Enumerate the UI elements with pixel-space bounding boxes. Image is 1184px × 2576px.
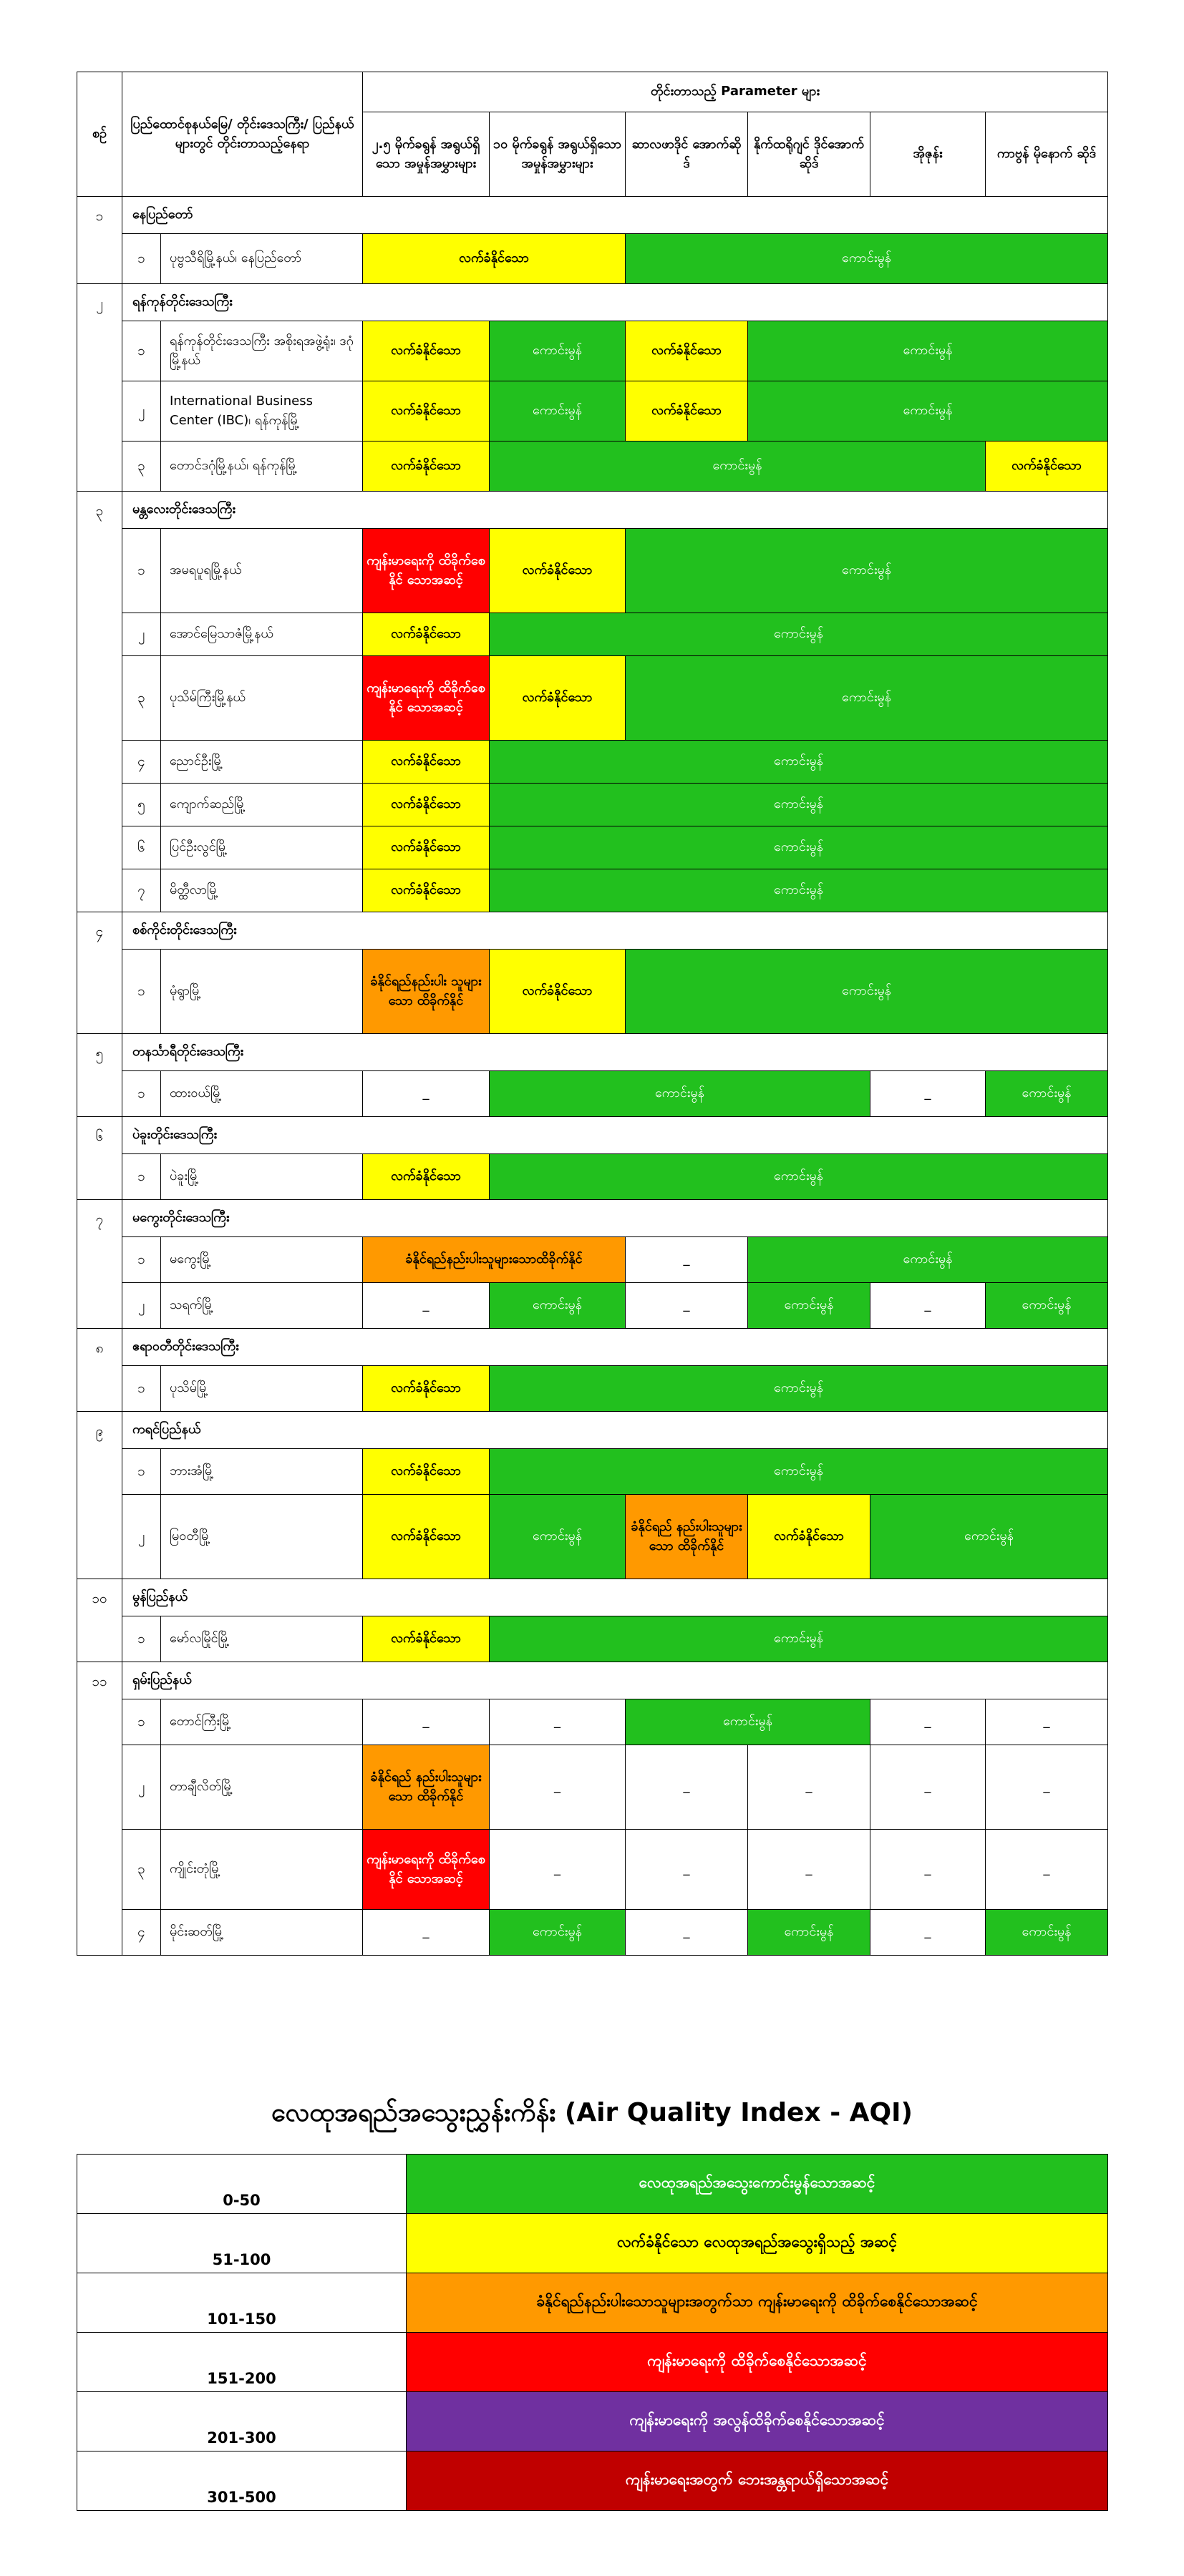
- status-good: ကောင်းမွန်: [748, 1237, 1108, 1283]
- region-name: ဧရာဝတီတိုင်းဒေသကြီး: [122, 1329, 1108, 1366]
- aqi-range: 301-500: [77, 2451, 407, 2511]
- aqi-description: ကျန်းမာရေးကို အလွန်ထိခိုက်စေနိုင်သောအဆင့်: [407, 2392, 1108, 2451]
- location-number: ၂: [122, 1283, 161, 1329]
- region-name: ပဲခူးတိုင်းဒေသကြီး: [122, 1117, 1108, 1154]
- status-no-data: _: [986, 1830, 1108, 1910]
- status-moderate: လက်ခံနိုင်သော: [363, 741, 490, 784]
- region-number: ၁၀: [77, 1579, 122, 1662]
- region-number: ၁: [77, 197, 122, 284]
- status-good: ကောင်းမွန်: [490, 1154, 1108, 1200]
- header-param-co: ကာဗွန် မိုနောက် ဆိုဒ်: [986, 112, 1108, 197]
- region-name: ရန်ကုန်တိုင်းဒေသကြီး: [122, 284, 1108, 321]
- table-row: [77, 1699, 1108, 1745]
- region-number: ၈: [77, 1329, 122, 1412]
- status-moderate: လက်ခံနိုင်သော: [363, 1449, 490, 1495]
- status-no-data: _: [626, 1237, 748, 1283]
- status-moderate: လက်ခံနိုင်သော: [626, 381, 748, 441]
- location-name: မိုင်းဆတ်မြို့: [161, 1910, 363, 1956]
- region-number: ၃: [77, 492, 122, 912]
- table-row: [77, 381, 1108, 441]
- location-number: ၁: [122, 1616, 161, 1662]
- status-good: ကောင်းမွန်: [490, 381, 626, 441]
- status-no-data: _: [626, 1745, 748, 1830]
- location-number: ၁: [122, 529, 161, 613]
- status-no-data: _: [490, 1830, 626, 1910]
- header-location: ပြည်ထောင်စုနယ်မြေ/ တိုင်းဒေသကြီး/ ပြည်နယ်များတွင် တိုင်းတာသည့်နေရာ: [122, 72, 363, 197]
- location-name: ကျောက်ဆည်မြို့: [161, 784, 363, 826]
- status-no-data: _: [870, 1071, 986, 1117]
- status-good: ကောင်းမွန်: [490, 826, 1108, 869]
- location-name: International Business Center (IBC)၊ ရန်ကုန်မြို့: [161, 381, 363, 441]
- status-moderate: လက်ခံနိုင်သော: [363, 441, 490, 492]
- aqi-description: လက်ခံနိုင်သော လေထုအရည်အသွေးရှိသည့် အဆင့်: [407, 2214, 1108, 2273]
- location-number: ၂: [122, 1495, 161, 1579]
- status-good: ကောင်းမွန်: [490, 784, 1108, 826]
- status-no-data: _: [626, 1283, 748, 1329]
- location-name: ပြင်ဦးလွင်မြို့: [161, 826, 363, 869]
- location-number: ၁: [122, 950, 161, 1034]
- location-name: ပုဗ္ဗသီရိမြို့နယ်၊ နေပြည်တော်: [161, 234, 363, 284]
- table-row: [77, 1830, 1108, 1910]
- location-number: ၆: [122, 826, 161, 869]
- status-moderate: လက်ခံနိုင်သော: [363, 869, 490, 912]
- status-moderate: လက်ခံနိုင်သော: [363, 1495, 490, 1579]
- location-number: ၄: [122, 741, 161, 784]
- location-name: တာချီလိတ်မြို့: [161, 1745, 363, 1830]
- table-row: [77, 656, 1108, 741]
- status-unhealthy: ကျန်းမာရေးကို ထိခိုက်စေနိုင် သောအဆင့်: [363, 1830, 490, 1910]
- location-number: ၁: [122, 1699, 161, 1745]
- status-good: ကောင်းမွန်: [490, 1616, 1108, 1662]
- status-no-data: _: [363, 1071, 490, 1117]
- status-no-data: _: [363, 1283, 490, 1329]
- location-number: ၁: [122, 1154, 161, 1200]
- region-name: နေပြည်တော်: [122, 197, 1108, 234]
- table-row: [77, 1366, 1108, 1412]
- header-param-so2: ဆာလဖာဒိုင် အောက်ဆိုဒ်: [626, 112, 748, 197]
- status-moderate: လက်ခံနိုင်သော: [363, 1366, 490, 1412]
- location-number: ၇: [122, 869, 161, 912]
- table-row: [77, 1071, 1108, 1117]
- status-moderate: လက်ခံနိုင်သော: [490, 656, 626, 741]
- status-good: ကောင်းမွန်: [490, 321, 626, 381]
- region-name: မန္တလေးတိုင်းဒေသကြီး: [122, 492, 1108, 529]
- aqi-title: လေထုအရည်အသွေးညွှန်းကိန်း (Air Quality Index - AQI): [271, 2098, 913, 2127]
- status-good: ကောင်းမွန်: [490, 869, 1108, 912]
- status-no-data: _: [748, 1830, 870, 1910]
- status-no-data: _: [626, 1910, 748, 1956]
- status-good: ကောင်းမွန်: [490, 1910, 626, 1956]
- status-good: ကောင်းမွန်: [748, 1910, 870, 1956]
- table-row: [77, 234, 1108, 284]
- aqi-description: လေထုအရည်အသွေးကောင်းမွန်သောအဆင့်: [407, 2155, 1108, 2214]
- location-number: ၅: [122, 784, 161, 826]
- status-no-data: _: [986, 1745, 1108, 1830]
- location-name: မိတ္ထီလာမြို့: [161, 869, 363, 912]
- table-row: [77, 950, 1108, 1034]
- location-name: ပဲခူးမြို့: [161, 1154, 363, 1200]
- aqi-row: [77, 2273, 1108, 2333]
- region-name: မွန်ပြည်နယ်: [122, 1579, 1108, 1616]
- status-unhealthy: ကျန်းမာရေးကို ထိခိုက်စေနိုင် သောအဆင့်: [363, 529, 490, 613]
- status-moderate: လက်ခံနိုင်သော: [490, 529, 626, 613]
- location-number: ၂: [122, 381, 161, 441]
- aqi-legend-table: [77, 2154, 1108, 2511]
- region-name: မကွေးတိုင်းဒေသကြီး: [122, 1200, 1108, 1237]
- aqi-range: 101-150: [77, 2273, 407, 2333]
- location-number: ၁: [122, 1449, 161, 1495]
- status-good: ကောင်းမွန်: [626, 529, 1108, 613]
- location-number: ၁: [122, 234, 161, 284]
- aqi-range: 51-100: [77, 2214, 407, 2273]
- status-no-data: _: [870, 1699, 986, 1745]
- status-no-data: _: [870, 1910, 986, 1956]
- aqi-row: [77, 2214, 1108, 2273]
- status-no-data: _: [490, 1699, 626, 1745]
- status-no-data: _: [363, 1910, 490, 1956]
- status-good: ကောင်းမွန်: [870, 1495, 1108, 1579]
- status-moderate: လက်ခံနိုင်သော: [490, 950, 626, 1034]
- status-no-data: _: [748, 1745, 870, 1830]
- location-number: ၃: [122, 441, 161, 492]
- location-name: ပုသိမ်မြို့: [161, 1366, 363, 1412]
- table-row: [77, 826, 1108, 869]
- header-param-pm10: ၁၀ မိုက်ခရွန် အရွယ်ရှိသော အမှုန်အမွှားများ: [490, 112, 626, 197]
- region-number: ၆: [77, 1117, 122, 1200]
- location-number: ၁: [122, 1237, 161, 1283]
- status-good: ကောင်းမွန်: [490, 741, 1108, 784]
- location-name: မြဝတီမြို့: [161, 1495, 363, 1579]
- region-name: ရှမ်းပြည်နယ်: [122, 1662, 1108, 1699]
- status-moderate: လက်ခံနိုင်သော: [363, 321, 490, 381]
- location-name: တောင်ကြီးမြို့: [161, 1699, 363, 1745]
- location-name: မော်လမြိုင်မြို့: [161, 1616, 363, 1662]
- location-number: ၁: [122, 1071, 161, 1117]
- table-row: [77, 529, 1108, 613]
- table-row: [77, 1237, 1108, 1283]
- table-row: [77, 1616, 1108, 1662]
- header-serial: စဉ်: [77, 72, 122, 197]
- table-row: [77, 869, 1108, 912]
- location-number: ၂: [122, 1745, 161, 1830]
- aqi-row: [77, 2333, 1108, 2392]
- status-sensitive: ခံနိုင်ရည် နည်းပါးသူများ သော ထိခိုက်နိုင်: [363, 1745, 490, 1830]
- status-good: ကောင်းမွန်: [490, 613, 1108, 656]
- status-no-data: _: [870, 1745, 986, 1830]
- status-sensitive: ခံနိုင်ရည်နည်းပါးသူများသောထိခိုက်နိုင်: [363, 1237, 626, 1283]
- header-param-o3: အိုဇုန်း: [870, 112, 986, 197]
- status-good: ကောင်းမွန်: [490, 441, 986, 492]
- status-no-data: _: [363, 1699, 490, 1745]
- status-no-data: _: [870, 1283, 986, 1329]
- status-good: ကောင်းမွန်: [626, 950, 1108, 1034]
- region-number: ၅: [77, 1034, 122, 1117]
- location-name: ကျိုင်းတုံမြို့: [161, 1830, 363, 1910]
- status-good: ကောင်းမွန်: [626, 656, 1108, 741]
- status-moderate: လက်ခံနိုင်သော: [363, 1616, 490, 1662]
- table-row: [77, 613, 1108, 656]
- status-moderate: လက်ခံနိုင်သော: [363, 381, 490, 441]
- region-name: စစ်ကိုင်းတိုင်းဒေသကြီး: [122, 912, 1108, 950]
- status-no-data: _: [870, 1830, 986, 1910]
- region-number: ၇: [77, 1200, 122, 1329]
- location-name: တောင်ဒဂုံမြို့နယ်၊ ရန်ကုန်မြို့: [161, 441, 363, 492]
- region-number: ၁၁: [77, 1662, 122, 1956]
- table-row: [77, 441, 1108, 492]
- status-moderate: လက်ခံနိုင်သော: [748, 1495, 870, 1579]
- table-row: [77, 1283, 1108, 1329]
- location-name: ရန်ကုန်တိုင်းဒေသကြီး အစိုးရအဖွဲ့ရုံး၊ ဒဂုံမြို့နယ်: [161, 321, 363, 381]
- header-param-no2: နိုက်ထရိုဂျင် ဒိုင်အောက် ဆိုဒ်: [748, 112, 870, 197]
- table-row: [77, 1910, 1108, 1956]
- aqi-row: [77, 2155, 1108, 2214]
- status-no-data: _: [490, 1745, 626, 1830]
- status-unhealthy: ကျန်းမာရေးကို ထိခိုက်စေနိုင် သောအဆင့်: [363, 656, 490, 741]
- location-number: ၂: [122, 613, 161, 656]
- status-moderate: လက်ခံနိုင်သော: [363, 784, 490, 826]
- aqi-range: 0-50: [77, 2155, 407, 2214]
- table-row: [77, 321, 1108, 381]
- location-name: ထားဝယ်မြို့: [161, 1071, 363, 1117]
- status-good: ကောင်းမွန်: [490, 1495, 626, 1579]
- location-name: ပုသိမ်ကြီးမြို့နယ်: [161, 656, 363, 741]
- status-good: ကောင်းမွန်: [490, 1283, 626, 1329]
- region-number: ၂: [77, 284, 122, 492]
- status-moderate: လက်ခံနိုင်သော: [363, 234, 626, 284]
- status-good: ကောင်းမွန်: [490, 1071, 870, 1117]
- aqi-range: 201-300: [77, 2392, 407, 2451]
- location-name: ညောင်ဦးမြို့: [161, 741, 363, 784]
- header-parameters: တိုင်းတာသည့် Parameter များ: [363, 72, 1108, 112]
- status-moderate: လက်ခံနိုင်သော: [626, 321, 748, 381]
- table-row: [77, 1154, 1108, 1200]
- location-number: ၄: [122, 1910, 161, 1956]
- status-good: ကောင်းမွန်: [986, 1910, 1108, 1956]
- status-good: ကောင်းမွန်: [490, 1366, 1108, 1412]
- region-name: ကရင်ပြည်နယ်: [122, 1412, 1108, 1449]
- status-moderate: လက်ခံနိုင်သော: [363, 1154, 490, 1200]
- aqi-row: [77, 2451, 1108, 2511]
- location-number: ၃: [122, 656, 161, 741]
- location-name: အောင်မြေသာဇံမြို့နယ်: [161, 613, 363, 656]
- header-param-pm25: ၂.၅ မိုက်ခရွန် အရွယ်ရှိသော အမှုန်အမွှားများ: [363, 112, 490, 197]
- status-good: ကောင်းမွန်: [626, 1699, 870, 1745]
- status-sensitive: ခံနိုင်ရည်နည်းပါး သူများသော ထိခိုက်နိုင်: [363, 950, 490, 1034]
- status-good: ကောင်းမွန်: [748, 1283, 870, 1329]
- table-row: [77, 784, 1108, 826]
- location-name: မကွေးမြို့: [161, 1237, 363, 1283]
- status-no-data: _: [626, 1830, 748, 1910]
- table-row: [77, 1495, 1108, 1579]
- air-quality-table: [77, 72, 1108, 1956]
- table-row: [77, 1745, 1108, 1830]
- status-no-data: _: [986, 1699, 1108, 1745]
- status-sensitive: ခံနိုင်ရည် နည်းပါးသူများ သော ထိခိုက်နိုင်: [626, 1495, 748, 1579]
- location-number: ၁: [122, 1366, 161, 1412]
- status-good: ကောင်းမွန်: [986, 1283, 1108, 1329]
- aqi-row: [77, 2392, 1108, 2451]
- aqi-description: ခံနိုင်ရည်နည်းပါးသောသူများအတွက်သာ ကျန်းမာရေးကို ထိခိုက်စေနိုင်သောအဆင့်: [407, 2273, 1108, 2333]
- status-good: ကောင်းမွန်: [748, 381, 1108, 441]
- table-row: [77, 1449, 1108, 1495]
- location-name: အမရပူရမြို့နယ်: [161, 529, 363, 613]
- region-name: တနင်္သာရီတိုင်းဒေသကြီး: [122, 1034, 1108, 1071]
- status-good: ကောင်းမွန်: [490, 1449, 1108, 1495]
- location-name: မုံရွာမြို့: [161, 950, 363, 1034]
- location-number: ၃: [122, 1830, 161, 1910]
- aqi-range: 151-200: [77, 2333, 407, 2392]
- aqi-description: ကျန်းမာရေးကို ထိခိုက်စေနိုင်သောအဆင့်: [407, 2333, 1108, 2392]
- status-good: ကောင်းမွန်: [626, 234, 1108, 284]
- region-number: ၉: [77, 1412, 122, 1579]
- status-moderate: လက်ခံနိုင်သော: [986, 441, 1108, 492]
- location-name: ဘားအံမြို့: [161, 1449, 363, 1495]
- region-number: ၄: [77, 912, 122, 1034]
- status-moderate: လက်ခံနိုင်သော: [363, 826, 490, 869]
- table-row: [77, 741, 1108, 784]
- location-name: သရက်မြို့: [161, 1283, 363, 1329]
- status-good: ကောင်းမွန်: [986, 1071, 1108, 1117]
- location-number: ၁: [122, 321, 161, 381]
- status-moderate: လက်ခံနိုင်သော: [363, 613, 490, 656]
- aqi-description: ကျန်းမာရေးအတွက် ဘေးအန္တရာယ်ရှိသောအဆင့်: [407, 2451, 1108, 2511]
- status-good: ကောင်းမွန်: [748, 321, 1108, 381]
